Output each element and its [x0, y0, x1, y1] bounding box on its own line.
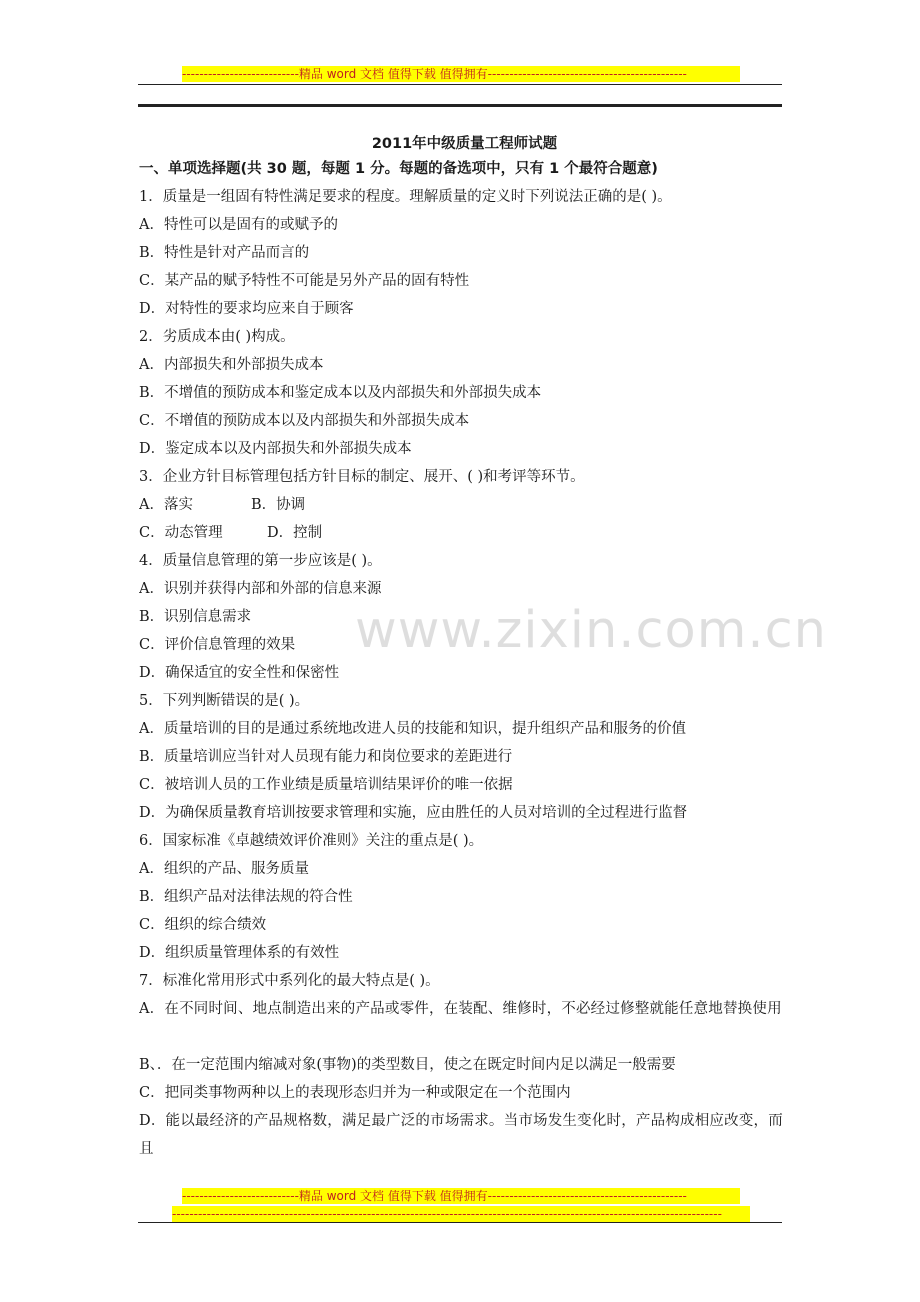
option-line: A．组织的产品、服务质量	[139, 861, 309, 877]
option-line: C．组织的综合绩效	[139, 917, 267, 933]
option-c: C．动态管理	[139, 525, 223, 541]
watermark: www.zixin.com.cn	[355, 601, 827, 660]
option-line: A．特性可以是固有的或赋予的	[139, 217, 338, 233]
option-d: D．控制	[267, 525, 323, 541]
document-body	[139, 133, 784, 1163]
option-line: D．能以最经济的产品规格数，满足最广泛的市场需求。当市场发生变化时，产品构成相应改变，而且	[139, 1113, 783, 1157]
option-line: B、．在一定范围内缩减对象(事物)的类型数目，使之在既定时间内足以满足一般需要	[139, 1057, 676, 1073]
question-3: 3．企业方针目标管理包括方针目标的制定、展开、( )和考评等环节。	[139, 469, 585, 485]
option-line: B．不增值的预防成本和鉴定成本以及内部损失和外部损失成本	[139, 385, 542, 401]
option-line: D．组织质量管理体系的有效性	[139, 945, 340, 961]
option-line: C．把同类事物两种以上的表现形态归并为一种或限定在一个范围内	[139, 1085, 571, 1101]
header-rule-thin	[138, 84, 782, 85]
footer-banner-dashes: -------------------------------------------------------------------------------------------------------------------------------	[172, 1206, 750, 1222]
question-3-options-row-2	[139, 519, 784, 547]
option-line: C．被培训人员的工作业绩是质量培训结果评价的唯一依据	[139, 777, 513, 793]
option-line: D．对特性的要求均应来自于顾客	[139, 301, 354, 317]
question-2: 2．劣质成本由( )构成。	[139, 329, 295, 345]
option-line: C．不增值的预防成本以及内部损失和外部损失成本	[139, 413, 470, 429]
option-line: D．确保适宜的安全性和保密性	[139, 665, 340, 681]
option-line: B．质量培训应当针对人员现有能力和岗位要求的差距进行	[139, 749, 513, 765]
question-1: 1．质量是一组固有特性满足要求的程度。理解质量的定义时下列说法正确的是( )。	[139, 189, 672, 205]
option-line: A．识别并获得内部和外部的信息来源	[139, 581, 382, 597]
section-heading: 一、单项选择题(共 30 题，每题 1 分。每题的备选项中，只有 1 个最符合题意)	[139, 161, 658, 177]
option-a: A．落实	[139, 497, 193, 513]
option-line: B．组织产品对法律法规的符合性	[139, 889, 353, 905]
question-4: 4．质量信息管理的第一步应该是( )。	[139, 553, 382, 569]
option-b: B．协调	[251, 497, 306, 513]
option-line: C．评价信息管理的效果	[139, 637, 296, 653]
header-rule-thick	[138, 104, 782, 107]
document-title: 2011年中级质量工程师试题	[371, 136, 558, 152]
header-banner: ---------------------------精品 word 文档 值得下载 值得拥有----------------------------------------------	[182, 66, 740, 82]
option-line: B．特性是针对产品而言的	[139, 245, 310, 261]
option-line: A．质量培训的目的是通过系统地改进人员的技能和知识，提升组织产品和服务的价值	[139, 721, 686, 737]
question-7: 7．标准化常用形式中系列化的最大特点是( )。	[139, 973, 440, 989]
option-line: C．某产品的赋予特性不可能是另外产品的固有特性	[139, 273, 470, 289]
footer-rule	[138, 1222, 782, 1223]
option-line: D．鉴定成本以及内部损失和外部损失成本	[139, 441, 412, 457]
option-line: B．识别信息需求	[139, 609, 252, 625]
footer-banner: ---------------------------精品 word 文档 值得下载 值得拥有----------------------------------------------	[182, 1188, 740, 1204]
option-line: A．内部损失和外部损失成本	[139, 357, 324, 373]
option-line: A．在不同时间、地点制造出来的产品或零件，在装配、维修时，不必经过修整就能任意地替换使用	[139, 1001, 782, 1017]
question-6: 6．国家标准《卓越绩效评价准则》关注的重点是( )。	[139, 833, 484, 849]
question-5: 5．下列判断错误的是( )。	[139, 693, 310, 709]
question-3-options-row-1	[139, 491, 784, 519]
option-line: D．为确保质量教育培训按要求管理和实施，应由胜任的人员对培训的全过程进行监督	[139, 805, 688, 821]
